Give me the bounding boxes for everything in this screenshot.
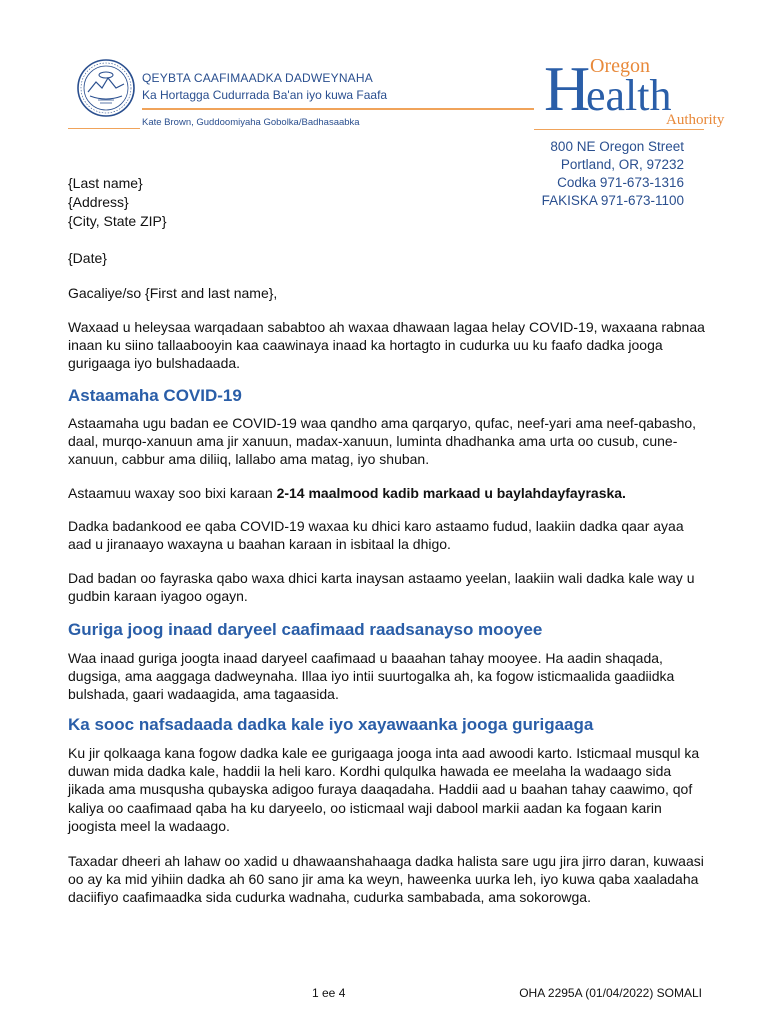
recipient-name: {Last name}	[68, 175, 143, 191]
stay-home-p1-wrap	[68, 649, 708, 704]
sender-phone: Codka 971-673-1316	[557, 175, 684, 190]
symptoms-heading: Astaamaha COVID-19	[68, 386, 242, 405]
sender-street: 800 NE Oregon Street	[550, 139, 684, 154]
recipient-block	[68, 174, 167, 231]
governor-line: Kate Brown, Guddoomiyaha Gobolka/Badhasaabka	[142, 117, 360, 128]
agency-name: QEYBTA CAAFIMAADKA DADWEYNAHA	[142, 71, 373, 85]
logo-oregon-word: Oregon	[590, 55, 650, 77]
oregon-health-authority-logo	[540, 50, 730, 130]
symptoms-p1-wrap	[68, 414, 708, 469]
sender-fax: FAKISKA 971-673-1100	[541, 193, 684, 208]
symptoms-section	[68, 387, 708, 405]
salutation: Gacaliye/so {First and last name},	[68, 285, 278, 301]
symptoms-p3-wrap	[68, 517, 708, 553]
intro-text: Waxaad u heleysaa warqadaan sababtoo ah waxaa dhawaan lagaa helay COVID-19, waxaana rabnaa inaan ku siino tallaabooyin kaa caawinaya inaad ka hortagto in cudurka uu ku faafo dadka jooga gurigaaga iyo bulshadaada.	[68, 319, 705, 372]
stay-home-heading: Guriga joog inaad daryeel caafimaad raadsanayso mooyee	[68, 620, 543, 639]
governor-divider	[68, 128, 140, 129]
stay-home-section	[68, 621, 708, 639]
symptoms-p2-bold: 2-14 maalmood kadib markaad u baylahdayfayraska.	[276, 485, 626, 501]
sender-city: Portland, OR, 97232	[560, 157, 684, 172]
svg-text:H: H	[544, 53, 591, 124]
symptoms-p2-prefix: Astaamuu waxay soo bixi karaan	[68, 485, 277, 501]
symptoms-p1: Astaamaha ugu badan ee COVID-19 waa qandho ama qarqaryo, qufac, neef-yari ama neef-qabasho, daal, murqo-xanuun ama jir xanuun, madax-xanuun, luminta dhadhanka ama urta oo cusub, cune-xanuun, cabbur ama diliiq, lallabo ama matag, iyo shuban.	[68, 415, 697, 468]
recipient-address: {Address}	[68, 194, 129, 210]
agency-subtitle: Ka Hortagga Cudurrada Ba'an iyo kuwa Faafa	[142, 88, 388, 102]
address-divider	[534, 129, 704, 130]
page-number: 1 ee 4	[312, 986, 346, 1000]
form-code: OHA 2295A (01/04/2022) SOMALI	[519, 986, 702, 1000]
header-divider	[142, 108, 534, 110]
symptoms-p2	[68, 484, 708, 502]
symptoms-p4: Dad badan oo fayraska qabo waxa dhici karta inaysan astaamo yeelan, laakiin wali dadka kale way u gudbin karaan iyagoo ogayn.	[68, 570, 695, 605]
symptoms-p4-wrap	[68, 569, 708, 605]
separate-p1: Ku jir qolkaaga kana fogow dadka kale ee gurigaaga jooga inta aad awoodi karto. Isticmaal musqul ka duwan mida dadka kale, haddii la heli karo. Kordhi qulqulka hawada ee meelaha la wadaago sida jikada ama musqusha qubayska adigoo furaya daaqadaha. Haddii aad u baahan tahay caawimo, qof kaliya oo caafimaad qaba ha ku daryeelo, oo isticmaal waji dabool markii aadan ka fogaan karin joogista meel la wadaago.	[68, 745, 700, 834]
logo-health-word: ealth	[586, 71, 672, 120]
sender-address	[542, 138, 684, 210]
symptoms-p2-wrap	[68, 484, 708, 502]
logo-authority-word: Authority	[666, 112, 725, 128]
separate-section	[68, 716, 708, 734]
stay-home-p1: Waa inaad guriga joogta inaad daryeel caafimaad u baaahan tahay mooyee. Ha aadin shaqada, dugsiga, ama aaggaga dadweynaha. Illaa iyo intii suurtogalka ah, ka fogow isticmaalida gaadiidka bulshada, gaari wadaagida, ama tagaasida.	[68, 650, 675, 703]
letter-date: {Date}	[68, 250, 107, 266]
separate-p2: Taxadar dheeri ah lahaw oo xadid u dhawaanshahaaga dadka halista sare ugu jira jirro daran, kuwaasi oo ay ka mid yihiin dadka ah 60 sano jir ama ka weyn, haweenka uurka leh, iyo kuwa qaba xaaladaha daciifiyo caafimaadka sida cudurka wadnaha, cudurka sambabada, ama sokorowga.	[68, 853, 704, 906]
separate-p2-wrap	[68, 852, 708, 907]
recipient-city: {City, State ZIP}	[68, 213, 167, 229]
oregon-seal-icon	[76, 58, 136, 118]
separate-p1-wrap	[68, 744, 708, 835]
separate-heading: Ka sooc nafsadaada dadka kale iyo xayawaanka jooga gurigaaga	[68, 715, 594, 734]
symptoms-p3: Dadka badankood ee qaba COVID-19 waxaa ku dhici karo astaamo fudud, laakiin dadka qaar ayaa aad u jiranaayo waxayna u baahan karaan in isbitaal la dhigo.	[68, 518, 684, 553]
intro-paragraph	[68, 318, 708, 373]
